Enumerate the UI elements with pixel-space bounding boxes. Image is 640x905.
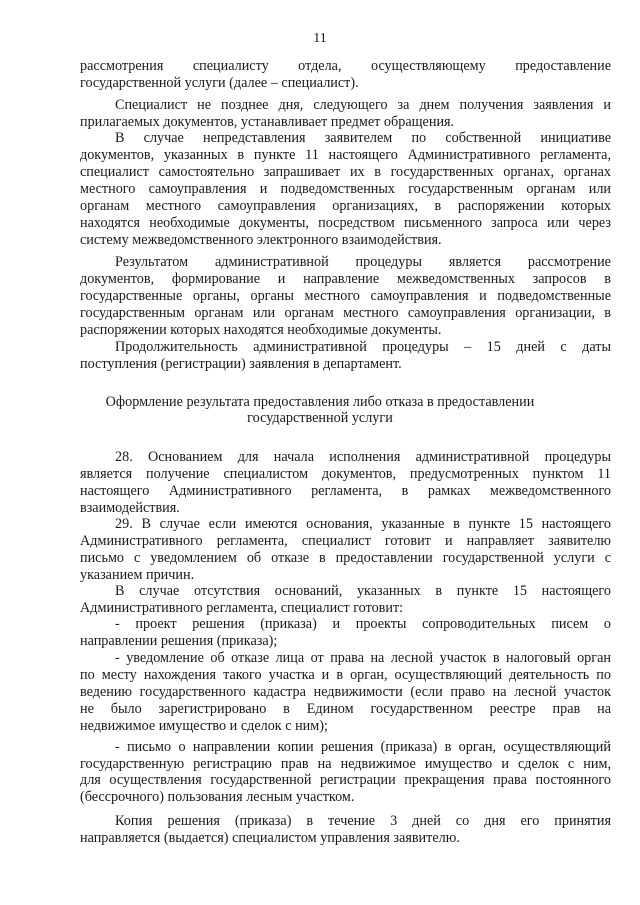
section-heading-line: Оформление результата предоставления либо отказа в предоставлении	[105, 394, 535, 410]
text-line: документов, указанных в пункте 11 настоящего Административного регламента,	[80, 147, 611, 163]
text-line: - проект решения (приказа) и проекты сопроводительных писем о	[115, 616, 611, 632]
text-line: Специалист не позднее дня, следующего за днем получения заявления и	[115, 97, 611, 113]
text-line: по месту нахождения такого участка и в орган, осуществляющий деятельность по	[80, 667, 611, 683]
text-line: государственные органы, органы местного самоуправления и подведомственные	[80, 288, 611, 304]
text-line: указанием причин.	[80, 567, 195, 583]
section-heading-line: государственной услуги	[247, 410, 393, 426]
text-line: Административного регламента, специалист готовит:	[80, 600, 404, 616]
text-line: систему межведомственного электронного взаимодействия.	[80, 232, 442, 248]
text-line: государственную регистрацию прав на недвижимое имущество и сделок с ним,	[80, 756, 611, 772]
text-line: находятся необходимые документы, посредством письменного запроса или через	[80, 215, 611, 231]
text-line: местного самоуправления и подведомственных государственным органам или	[80, 181, 611, 197]
text-line: взаимодействия.	[80, 500, 180, 516]
text-line: Продолжительность административной процедуры – 15 дней с даты	[115, 339, 611, 355]
text-line: является получение специалистом документов, предусмотренных пунктом 11	[80, 466, 611, 482]
text-line: ведению государственного кадастра недвижимости (если право на лесной участок	[80, 684, 611, 700]
text-line: В случае непредставления заявителем по собственной инициативе	[115, 130, 611, 146]
text-line: (бессрочного) пользования лесным участком.	[80, 789, 355, 805]
text-line: 28. Основанием для начала исполнения административной процедуры	[115, 449, 611, 465]
text-line: документов, формирование и направление межведомственных запросов в	[80, 271, 611, 287]
text-line: поступления (регистрации) заявления в департамент.	[80, 356, 402, 372]
text-line: - письмо о направлении копии решения (приказа) в орган, осуществляющий	[115, 739, 611, 755]
text-line: не было зарегистрировано в Едином государственном реестре прав на	[80, 701, 611, 717]
text-line: письмо с уведомлением об отказе в предоставлении государственной услуги с	[80, 550, 611, 566]
text-line: - уведомление об отказе лица от права на лесной участок в налоговый орган	[115, 650, 611, 666]
text-line: распоряжении которых находятся необходимые документы.	[80, 322, 442, 338]
text-line: прилагаемых документов, устанавливает предмет обращения.	[80, 114, 455, 130]
text-line: 29. В случае если имеются основания, указанные в пункте 15 настоящего	[115, 516, 611, 532]
text-line: рассмотрения специалисту отдела, осуществляющему предоставление	[80, 58, 611, 74]
text-line: недвижимое имущество и сделок с ним);	[80, 718, 328, 734]
page-number: 11	[313, 31, 327, 46]
text-line: государственным органам или органам местного самоуправления организации, в	[80, 305, 611, 321]
text-line: направляется (выдается) специалистом управления заявителю.	[80, 830, 460, 846]
text-line: специалист самостоятельно запрашивает их в государственных органах, органах	[80, 164, 611, 180]
text-line: органам местного самоуправления организациях, в распоряжении которых	[80, 198, 611, 214]
text-line: настоящего Административного регламента, в рамках межведомственного	[80, 483, 611, 499]
text-line: В случае отсутствия оснований, указанных в пункте 15 настоящего	[115, 583, 611, 599]
text-line: направлении решения (приказа);	[80, 633, 278, 649]
text-line: Копия решения (приказа) в течение 3 дней со дня его принятия	[115, 813, 611, 829]
text-line: государственной услуги (далее – специалист).	[80, 75, 359, 91]
text-line: Административного регламента, специалист готовит и направляет заявителю	[80, 533, 611, 549]
text-line: Результатом административной процедуры является рассмотрение	[115, 254, 611, 270]
text-line: для осуществления государственной регистрации прекращения права постоянного	[80, 772, 611, 788]
